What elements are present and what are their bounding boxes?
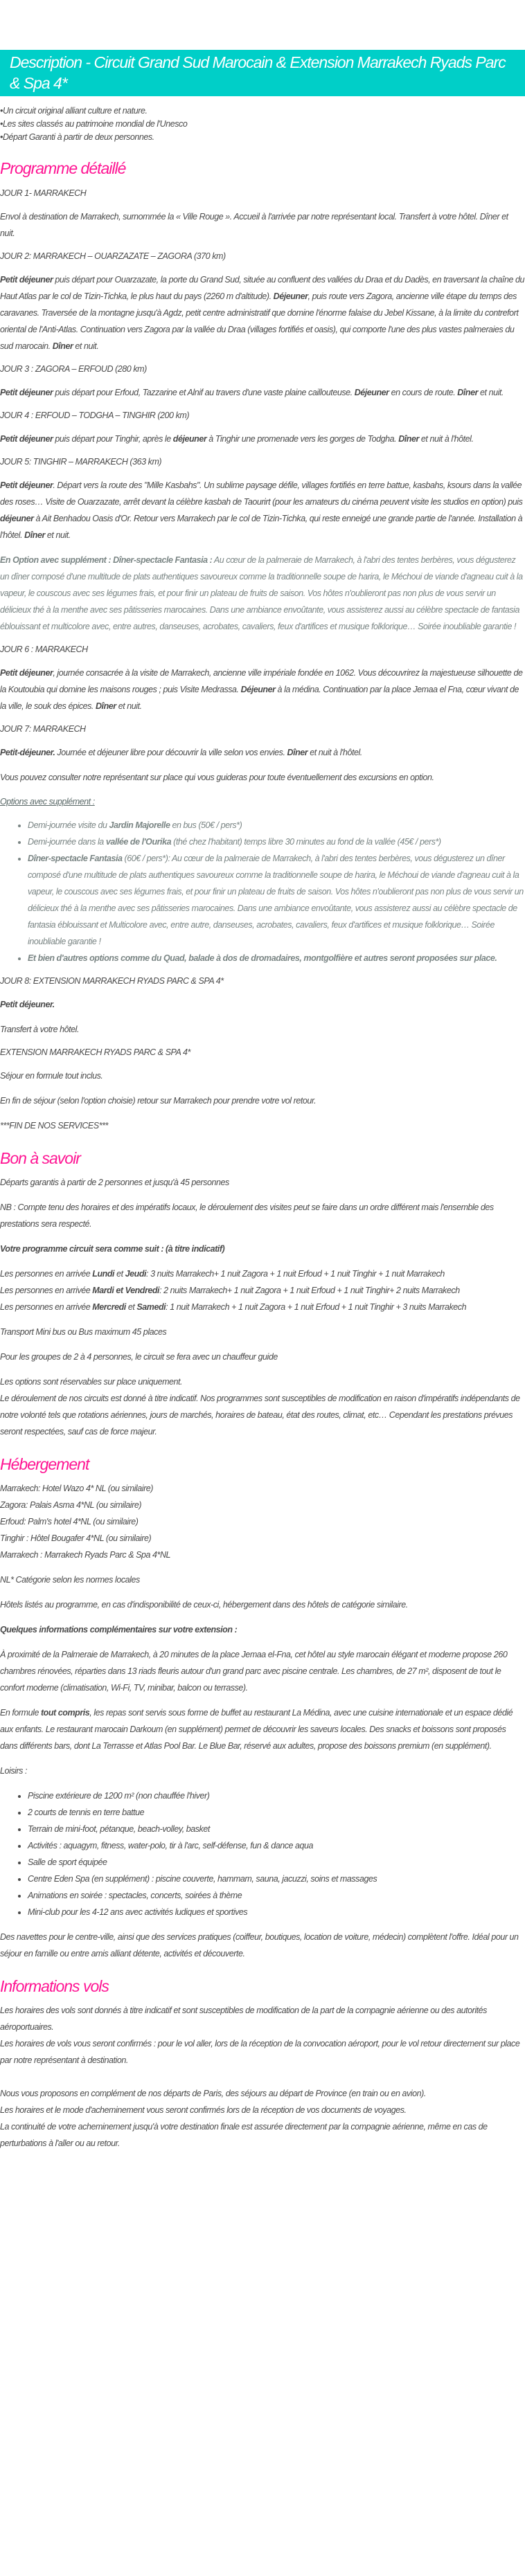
bas-departs: Départs garantis à partir de 2 personnes et jusqu'à 45 personnes [0,1178,229,1187]
intro-highlights [0,105,525,144]
hotel-formule-text: En formule tout compris, les repas sont servis sous forme de buffet au restaurant La Médina, avec une cuisine internationale et un espace dédié aux enfants. Le restaurant marocain Darkoum (en supplément) permet de découvrir les saveurs locales. Des snacks et boissons sont proposés dans différents bars, dont La Terrasse et Atlas Pool Bar. Le Blue Bar, réservé aux adultes, propose des boissons premium (en supplément). [0,1708,513,1751]
day-heading: JOUR 3 : ZAGORA – ERFOUD (280 km) [0,364,147,374]
section-title-bon-a-savoir: Bon à savoir [0,1149,80,1167]
day-heading: JOUR 8: EXTENSION MARRAKECH RYADS PARC & SPA 4* [0,976,224,986]
extension-sejour: Séjour en formule tout inclus. [0,1071,103,1081]
hotel-location-text: À proximité de la Palmeraie de Marrakech, à 20 minutes de la place Jemaa el-Fna, cet hôtel au style marocain élégant et moderne propose 260 chambres rénovées, réparties dans 13 riads fleuris autour d'un grand parc avec piscine centrale. Les chambres, de 27 m², disposent de tout le confort moderne (climatisation, Wi-Fi, TV, minibar, balcon ou terrasse). [0,1650,508,1693]
day-text: Petit déjeuner puis départ pour Ouarzazate, la porte du Grand Sud, située au confluent des vallées du Draa et du Dadès, en traversant la chaîne du Haut Atlas par le col de Tizin-Tichka, le plus haut du pays (2260 m d'altitude). Déjeuner, puis route vers Zagora, ancienne ville étape du temps des caravanes. Traversée de la montagne jusqu'à Agdz, petit centre administratif que domine l'énorme falaise du Jebel Kissane, à la limite du contrefort oriental de l'Anti-Atlas. Continuation vers Zagora par la vallée du Draa (villages fortifiés et oasis), qui comporte l'une des plus vastes palmeraies du sud marocain. Dîner et nuit. [0,275,525,351]
hotel-list [0,1480,525,1563]
page-title: Description - Circuit Grand Sud Marocain & Extension Marrakech Ryads Parc & Spa 4* [10,53,506,92]
bas-transport: Transport Mini bus ou Bus maximum 45 places [0,1327,167,1337]
loisir-item: • Centre Eden Spa (en supplément) : piscine couverte, hammam, sauna, jacuzzi, soins et massages [28,1871,525,1887]
options-list [0,817,525,966]
highlight-item: • Les sites classés au patrimoine mondial de l'Unesco [0,118,525,131]
options-title: Options avec supplément : [0,797,95,807]
bas-options-note: Les options sont réservables sur place uniquement. [0,1377,183,1387]
loisir-item: • Animations en soirée : spectacles, concerts, soirées à thème [28,1887,525,1904]
end-of-services: ***FIN DE NOS SERVICES*** [0,1121,108,1131]
loisirs-list [0,1787,525,1920]
day-heading: JOUR 1- MARRAKECH [0,188,87,198]
extension-heading: EXTENSION MARRAKECH RYADS PARC & SPA 4* [0,1047,190,1057]
day-text: Petit déjeuner. Départ vers la route des "Mille Kasbahs". Un sublime paysage défile, villages fortifiés en terre battue, kasbahs, ksours dans la vallée des roses… Visite de Ouarzazate, arrêt devant la célèbre kasbah de Taourirt (pour les amateurs du cinéma peuvent visite les studios en option) puis déjeuner à Ait Benhadou Oasis d'Or. Retour vers Marrakech par le col de Tizin-Tichka, qui reste enneigé une grande partie de l'année. Installation à l'hôtel. Dîner et nuit. [0,480,523,540]
arrival-line: Les personnes en arrivée Lundi et Jeudi: 3 nuits Marrakech+ 1 nuit Zagora + 1 nuit Erfoud + 1 nuit Tinghir + 1 nuit Marrakech [0,1269,445,1279]
highlight-item: • Départ Garanti à partir de deux personnes. [0,131,525,144]
vols-block-2 [0,2085,525,2152]
loisir-item: • Mini-club pour les 4-12 ans avec activités ludiques et sportives [28,1904,525,1920]
option-item: • Dîner-spectacle Fantasia (60€ / pers*): Au cœur de la palmeraie de Marrakech, à l'abri des tentes berbères, vous dégusterez un dîner composé d'une multitude de plats authentiques savoureux comme la traditionnelle soupe de harira, le Méchoui de viande d'agneau cuit à la vapeur, le couscous avec ses légumes frais, et pour finir un plateau de fruits de saison. Vos hôtes n'oublieront pas non plus de vous servir un délicieux thé à la menthe avec ses pâtisseries marocaines. Dans une ambiance envoûtante, vous assisterez aussi au célèbre spectacle de fantasia éblouissant et Multicolore avec, entre autre, danseuses, acrobates, cavaliers, feux d'artifices et musique folklorique… Soirée inoubliable garantie ! [28,850,525,950]
page-title-banner [0,50,525,96]
day-heading: JOUR 7: MARRAKECH [0,724,86,734]
day-heading: JOUR 5: TINGHIR – MARRAKECH (363 km) [0,457,162,467]
section-title-vols: Informations vols [0,1977,109,1995]
extension-info-heading: Quelques informations complémentaires sur votre extension : [0,1625,238,1634]
hotels-listed-note: Hôtels listés au programme, en cas d'indisponibilité de ceux-ci, hébergement dans des hôtels de catégorie similaire. [0,1600,408,1610]
bas-nb: NB : Compte tenu des horaires et des impératifs locaux, le déroulement des visites peut se faire dans un ordre différent mais l'ensemble des prestations sera respecté. [0,1203,494,1229]
day-option-text: En Option avec supplément : Dîner-spectacle Fantasia : Au cœur de la palmeraie de Marrakech, à l'abri des tentes berbères, vous dégusterez un dîner composé d'une multitude de plats authentiques savoureux comme la traditionnelle soupe de harira, le Méchoui de viande d'agneau cuit à la vapeur, le couscous avec ses légumes frais, et pour finir un plateau de fruits de saison. Vos hôtes n'oublieront pas non plus de vous servir un délicieux thé à la menthe avec ses pâtisseries marocaines. Dans une ambiance envoûtante, vous assisterez aussi au célèbre spectacle de fantasia éblouissant et multicolore avec, entre autres, danseuses, acrobates, cavaliers, feux d'artifices et musique folklorique… Soirée inoubliable garantie ! [0,555,523,631]
vols-block-1 [0,2002,525,2069]
extension-fin: En fin de séjour (selon l'option choisie) retour sur Marrakech pour prendre votre vol retour. [0,1096,317,1106]
loisir-item: • 2 courts de tennis en terre battue [28,1804,525,1821]
vols-text: Les horaires et le mode d'acheminement vous seront confirmés lors de la réception de vos documents de voyages. [0,2105,407,2115]
arrivals-list [0,1266,525,1315]
bas-disclaimer: Le déroulement de nos circuits est donné à titre indicatif. Nos programmes sont susceptibles de modification en raison d'impératifs indépendants de notre volonté tels que rotations aériennes, jours de marchés, horaires de bateau, état des routes, climat, etc… Cependant les prestations prévues seront respectées, sauf cas de force majeur. [0,1394,520,1436]
loisirs-title: Loisirs : [0,1766,28,1776]
day-heading: JOUR 2: MARRAKECH – OUARZAZATE – ZAGORA (370 km) [0,251,226,261]
vols-text: Nous vous proposons en complément de nos départs de Paris, des séjours au départ de Province (en train ou en avion). [0,2089,426,2098]
loisir-item: • Piscine extérieure de 1200 m² (non chauffée l'hiver) [28,1787,525,1804]
bas-notes [0,1373,525,1440]
navettes-text: Des navettes pour le centre-ville, ainsi que des services pratiques (coiffeur, boutiques, location de voiture, médecin) complètent l'offre. Idéal pour un séjour en famille ou entre amis alliant détente, activités et découverte. [0,1932,519,1958]
day-text: Envol à destination de Marrakech, surnommée la « Ville Rouge ». Accueil à l'arrivée par notre représentant local. Transfert à votre hôtel. Dîner et nuit. [0,212,508,238]
day-heading: JOUR 6 : MARRAKECH [0,645,88,654]
option-item: • Demi-journée visite du Jardin Majorelle en bus (50€ / pers*) [28,817,525,834]
day-heading: JOUR 4 : ERFOUD – TODGHA – TINGHIR (200 km) [0,411,190,420]
day-text: Petit déjeuner puis départ pour Tinghir, après le déjeuner à Tinghir une promenade vers les gorges de Todgha. Dîner et nuit à l'hôtel. [0,434,474,444]
day-extra-text: Vous pouvez consulter notre représentant sur place qui vous guideras pour toute éventuellement des excursions en option. [0,773,434,782]
arrival-line: Les personnes en arrivée Mardi et Vendredi: 2 nuits Marrakech+ 1 nuit Zagora + 1 nuit Erfoud + 1 nuit Tinghir+ 2 nuits Marrakech [0,1286,460,1295]
day-text: Petit déjeuner, journée consacrée à la visite de Marrakech, ancienne ville impériale fondée en 1062. Vous découvrirez la majestueuse silhouette de la Koutoubia qui domine les maisons rouges ; puis Visite Medrassa. Déjeuner à la médina. Continuation par la place Jemaa el Fna, cœur vivant de la ville, le souk des épices. Dîner et nuit. [0,668,523,711]
loisir-item: • Terrain de mini-foot, pétanque, beach-volley, basket [28,1821,525,1837]
option-item: • Et bien d'autres options comme du Quad, balade à dos de dromadaires, montgolfière et autres seront proposées sur place. [28,950,525,966]
section-title-hebergement: Hébergement [0,1455,89,1473]
hotel-line: Tinghir : Hôtel Bougafer 4*NL (ou similaire) [0,1533,152,1543]
day-text: Petit-déjeuner. Journée et déjeuner libre pour découvrir la ville selon vos envies. Dîner et nuit à l'hôtel. [0,748,362,757]
vols-text: Les horaires de vols vous seront confirmés : pour le vol aller, lors de la réception de la convocation aéroport, pour le vol retour directement sur place par notre représentant à destination. [0,2039,520,2065]
option-item: • Demi-journée dans la vallée de l'Ourika (thé chez l'habitant) temps libre 30 minutes au fond de la vallée (45€ / pers*) [28,834,525,850]
hotel-line: Marrakech: Hotel Wazo 4* NL (ou similaire) [0,1484,153,1493]
nl-note: NL* Catégorie selon les normes locales [0,1575,140,1585]
section-title-programme: Programme détaillé [0,159,126,177]
day-text: Petit déjeuner puis départ pour Erfoud, Tazzarine et Alnif au travers d'une vaste plaine caillouteuse. Déjeuner en cours de route. Dîner et nuit. [0,388,504,397]
day8-transfer: Transfert à votre hôtel. [0,1025,80,1034]
hotel-line: Marrakech : Marrakech Ryads Parc & Spa 4*NL [0,1550,171,1560]
vols-text: La continuité de votre acheminement jusqu'à votre destination finale est assurée directement par la compagnie aérienne, même en cas de perturbations à l'aller ou au retour. [0,2122,488,2148]
bas-programme-heading: Votre programme circuit sera comme suit : (à titre indicatif) [0,1244,225,1254]
description-page [0,50,525,2165]
loisir-item: • Salle de sport équipée [28,1854,525,1871]
hotel-line: Erfoud: Palm's hotel 4*NL (ou similaire) [0,1517,139,1526]
day8-breakfast: Petit déjeuner. [0,1000,55,1009]
loisir-item: • Activités : aquagym, fitness, water-polo, tir à l'arc, self-défense, fun & dance aqua [28,1837,525,1854]
bas-groups: Pour les groupes de 2 à 4 personnes, le circuit se fera avec un chauffeur guide [0,1352,278,1362]
arrival-line: Les personnes en arrivée Mercredi et Samedi: 1 nuit Marrakech + 1 nuit Zagora + 1 nuit Erfoud + 1 nuit Tinghir + 3 nuits Marrakech [0,1302,467,1312]
highlight-item: • Un circuit original alliant culture et nature. [0,105,525,118]
vols-text: Les horaires des vols sont donnés à titre indicatif et sont susceptibles de modification de la part de la compagnie aérienne ou des autorités aéroportuaires. [0,2006,487,2032]
hotel-line: Zagora: Palais Asma 4*NL (ou similaire) [0,1500,142,1510]
